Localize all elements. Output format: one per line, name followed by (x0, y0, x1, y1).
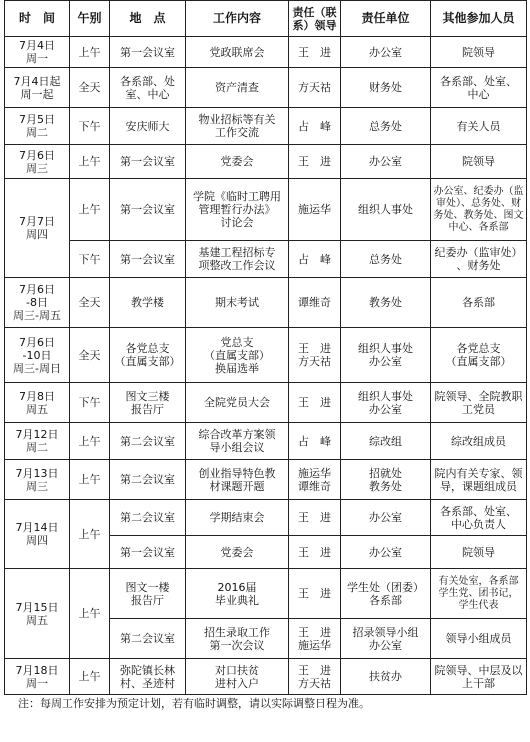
unit-cell: 办公室 (341, 145, 431, 179)
unit-cell: 组织人事处 办公室 (341, 328, 431, 383)
leader-cell: 王 进 方天祜 (289, 328, 341, 383)
leader-cell: 方天祜 (289, 68, 341, 108)
date-cell: 7月12日 周二 (5, 423, 70, 460)
others-cell: 办公室、纪委办（监 审处）、总务处、财 务处、教务处、图文 中心、各系部 (431, 179, 527, 241)
place-cell: 第二会议室 (110, 619, 186, 659)
place-cell: 图文一楼 报告厅 (110, 569, 186, 619)
others-cell: 各系部、处室、 中心 (431, 68, 527, 108)
period-cell: 上午 (70, 500, 110, 569)
unit-cell: 学生处（团委） 各系部 (341, 569, 431, 619)
header-date: 时 间 (5, 1, 70, 37)
unit-cell: 招录领导小组 办公室 (341, 619, 431, 659)
date-cell: 7月18日 周一 (5, 659, 70, 695)
others-cell: 综改组成员 (431, 423, 527, 460)
footnote: 注：每周工作安排为预定计划，若有临时调整，请以实际调整日程为准。 (18, 697, 370, 710)
unit-cell: 财务处 (341, 68, 431, 108)
place-cell: 各系部、处 室、中心 (110, 68, 186, 108)
place-cell: 第二会议室 (110, 460, 186, 500)
table-row (5, 37, 527, 68)
table-row (5, 569, 527, 619)
period-cell: 上午 (70, 460, 110, 500)
leader-cell: 王 进 (289, 145, 341, 179)
place-cell: 第二会议室 (110, 423, 186, 460)
place-cell: 第一会议室 (110, 145, 186, 179)
unit-cell: 教务处 (341, 278, 431, 328)
header-leader: 责任（联系）领导 (289, 1, 341, 37)
header-others: 其他参加人员 (431, 1, 527, 37)
content-cell: 学期结束会 (186, 500, 289, 536)
leader-cell: 王 进 (289, 569, 341, 619)
table-row (5, 108, 527, 145)
place-cell: 图文三楼 报告厅 (110, 383, 186, 423)
leader-cell: 占 峰 (289, 108, 341, 145)
table-row (5, 500, 527, 536)
leader-cell: 占 峰 (289, 423, 341, 460)
table-row (5, 241, 527, 278)
date-cell: 7月15日 周五 (5, 569, 70, 659)
others-cell: 各系部、处室、 中心负责人 (431, 500, 527, 536)
table-row (5, 68, 527, 108)
others-cell: 院领导、全院教职 工党员 (431, 383, 527, 423)
place-cell: 教学楼 (110, 278, 186, 328)
content-cell: 2016届 毕业典礼 (186, 569, 289, 619)
period-cell: 上午 (70, 569, 110, 659)
content-cell: 学院《临时工聘用 管理暂行办法》 讨论会 (186, 179, 289, 241)
unit-cell: 组织人事处 办公室 (341, 383, 431, 423)
content-cell: 党政联席会 (186, 37, 289, 68)
content-cell: 资产清查 (186, 68, 289, 108)
period-cell: 下午 (70, 241, 110, 278)
date-cell: 7月4日起 周一起 (5, 68, 70, 108)
leader-cell: 占 峰 (289, 241, 341, 278)
content-cell: 创业指导特色教 材课题开题 (186, 460, 289, 500)
date-cell: 7月14日 周四 (5, 500, 70, 569)
others-cell: 有关处室，各系部 学生党、团书记， 学生代表 (431, 569, 527, 619)
place-cell: 各党总支 （直属支部） (110, 328, 186, 383)
schedule-container (4, 0, 526, 711)
table-row (5, 460, 527, 500)
unit-cell: 组织人事处 (341, 179, 431, 241)
others-cell: 院内有关专家、领 导，课题组成员 (431, 460, 527, 500)
others-cell: 院领导 (431, 145, 527, 179)
leader-cell: 施运华 (289, 179, 341, 241)
unit-cell: 办公室 (341, 37, 431, 68)
unit-cell: 总务处 (341, 108, 431, 145)
others-cell: 有关人员 (431, 108, 527, 145)
leader-cell: 王 进 (289, 500, 341, 536)
content-cell: 期末考试 (186, 278, 289, 328)
place-cell: 第一会议室 (110, 37, 186, 68)
period-cell: 上午 (70, 145, 110, 179)
date-cell: 7月13日 周三 (5, 460, 70, 500)
unit-cell: 综改组 (341, 423, 431, 460)
content-cell: 对口扶贫 进村入户 (186, 659, 289, 695)
table-row (5, 423, 527, 460)
place-cell: 第一会议室 (110, 241, 186, 278)
unit-cell: 扶贫办 (341, 659, 431, 695)
period-cell: 上午 (70, 179, 110, 241)
date-cell: 7月8日 周五 (5, 383, 70, 423)
content-cell: 物业招标等有关 工作交流 (186, 108, 289, 145)
table-row (5, 659, 527, 695)
table-row (5, 383, 527, 423)
content-cell: 基建工程招标专 项整改工作会议 (186, 241, 289, 278)
header-row (5, 1, 527, 37)
unit-cell: 办公室 (341, 500, 431, 536)
date-cell: 7月7日 周四 (5, 179, 70, 278)
others-cell: 各系部 (431, 278, 527, 328)
table-row (5, 328, 527, 383)
period-cell: 下午 (70, 108, 110, 145)
others-cell: 领导小组成员 (431, 619, 527, 659)
place-cell: 安庆师大 (110, 108, 186, 145)
date-cell: 7月6日 周三 (5, 145, 70, 179)
content-cell: 综合改革方案领 导小组会议 (186, 423, 289, 460)
period-cell: 上午 (70, 37, 110, 68)
header-unit: 责任单位 (341, 1, 431, 37)
place-cell: 弥陀镇长林 村、圣迹村 (110, 659, 186, 695)
leader-cell: 王 进 (289, 536, 341, 569)
header-place: 地 点 (110, 1, 186, 37)
content-cell: 招生录取工作 第一次会议 (186, 619, 289, 659)
others-cell: 院领导 (431, 37, 527, 68)
place-cell: 第二会议室 (110, 500, 186, 536)
date-cell: 7月6日 -8日 周三-周五 (5, 278, 70, 328)
unit-cell: 招就处 教务处 (341, 460, 431, 500)
leader-cell: 王 进 施运华 (289, 619, 341, 659)
leader-cell: 王 进 (289, 37, 341, 68)
content-cell: 党总支 （直属支部） 换届选举 (186, 328, 289, 383)
weekly-schedule-table (4, 0, 527, 695)
table-row (5, 179, 527, 241)
period-cell: 上午 (70, 659, 110, 695)
place-cell: 第一会议室 (110, 179, 186, 241)
others-cell: 纪委办（监审处） 、财务处 (431, 241, 527, 278)
table-row (5, 278, 527, 328)
leader-cell: 谭维奇 (289, 278, 341, 328)
period-cell: 下午 (70, 383, 110, 423)
period-cell: 全天 (70, 68, 110, 108)
header-period: 午别 (70, 1, 110, 37)
period-cell: 全天 (70, 328, 110, 383)
others-cell: 各党总支 （直属支部） (431, 328, 527, 383)
date-cell: 7月6日 -10日 周三-周日 (5, 328, 70, 383)
unit-cell: 总务处 (341, 241, 431, 278)
period-cell: 全天 (70, 278, 110, 328)
period-cell: 上午 (70, 423, 110, 460)
date-cell: 7月4日 周一 (5, 37, 70, 68)
unit-cell: 办公室 (341, 536, 431, 569)
content-cell: 全院党员大会 (186, 383, 289, 423)
others-cell: 院领导 (431, 536, 527, 569)
leader-cell: 施运华 谭维奇 (289, 460, 341, 500)
leader-cell: 王 进 (289, 383, 341, 423)
header-content: 工作内容 (186, 1, 289, 37)
leader-cell: 王 进 方天祜 (289, 659, 341, 695)
place-cell: 第一会议室 (110, 536, 186, 569)
table-row (5, 145, 527, 179)
date-cell: 7月5日 周二 (5, 108, 70, 145)
content-cell: 党委会 (186, 145, 289, 179)
content-cell: 党委会 (186, 536, 289, 569)
others-cell: 院领导、中层及以 上干部 (431, 659, 527, 695)
